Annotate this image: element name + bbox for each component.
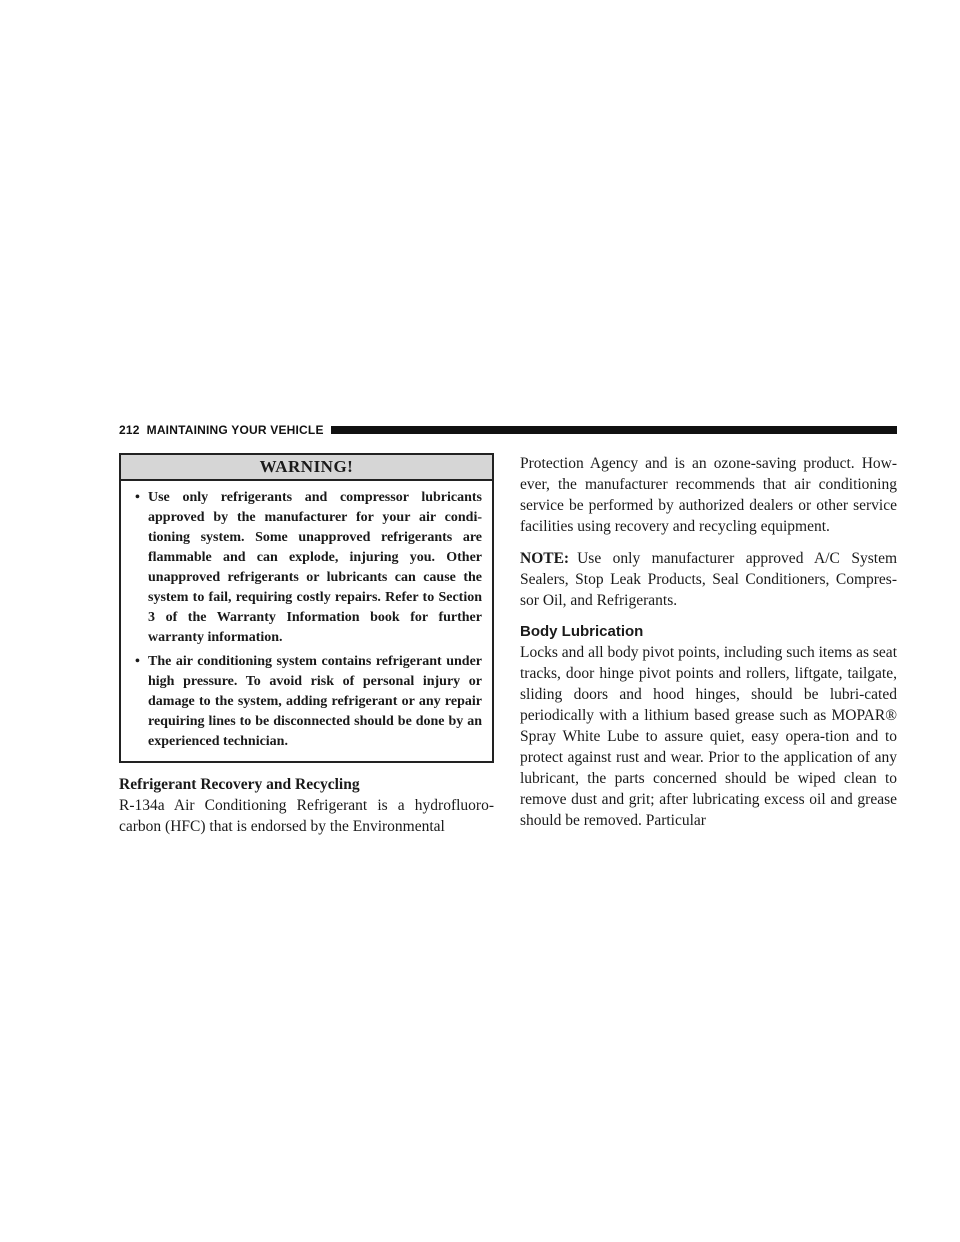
left-column [119,453,494,837]
refrigerant-heading: Refrigerant Recovery and Recycling [119,776,360,793]
page-header [119,421,897,439]
refrigerant-paragraph-continued: Protection Agency and is an ozone-saving product. How-ever, the manufacturer recommends that air conditioning service be performed by authorized dealers or other service facilities using recovery and recycling equipment. [520,455,897,535]
refrigerant-paragraph-start: R-134a Air Conditioning Refrigerant is a hydrofluoro-carbon (HFC) that is endorsed by the Environmental [119,797,494,835]
page-number: 212 [119,423,140,437]
warning-item [135,652,482,752]
right-column [520,453,897,831]
bullet-icon: • [135,654,140,669]
warning-box [119,453,494,763]
warning-item-text: The air conditioning system contains refrigerant under high pressure. To avoid risk of personal injury or damage to the system, adding refrigerant or any repair requiring lines to be disconnected should be done by an experienced technician. [148,654,482,749]
section-title: MAINTAINING YOUR VEHICLE [146,423,324,437]
warning-item-text: Use only refrigerants and compressor lubricants approved by the manufacturer for your air condi-tioning system. Some unapproved refrigerants are flammable and can explode, injuring you. Other unapproved refrigerants or lubricants can cause the system to fail, requiring costly repairs. Refer to Section 3 of the Warranty Information book for further warranty information. [148,490,482,645]
note-paragraph [520,548,897,611]
bullet-icon: • [135,490,140,505]
warning-list [121,481,492,761]
note-label: NOTE: [520,550,570,567]
warning-item [135,488,482,648]
header-rule [331,426,897,434]
warning-title: WARNING! [121,455,492,481]
body-lubrication-heading: Body Lubrication [520,623,644,640]
note-text: Use only manufacturer approved A/C System Sealers, Stop Leak Products, Seal Conditioners, Compres-sor Oil, and Refrigerants. [520,550,897,609]
body-lubrication-paragraph: Locks and all body pivot points, including such items as seat tracks, door hinge pivot points and rollers, liftgate, tailgate, sliding doors and hood hinges, should be lubri-cated periodically with a lithium based grease such as MOPAR® Spray White Lube to assure quiet, easy opera-tion and to protect against rust and wear. Prior to the application of any lubricant, the parts concerned should be wiped clean to remove dust and grit; after lubricating excess oil and grease should be removed. Particular [520,644,897,829]
